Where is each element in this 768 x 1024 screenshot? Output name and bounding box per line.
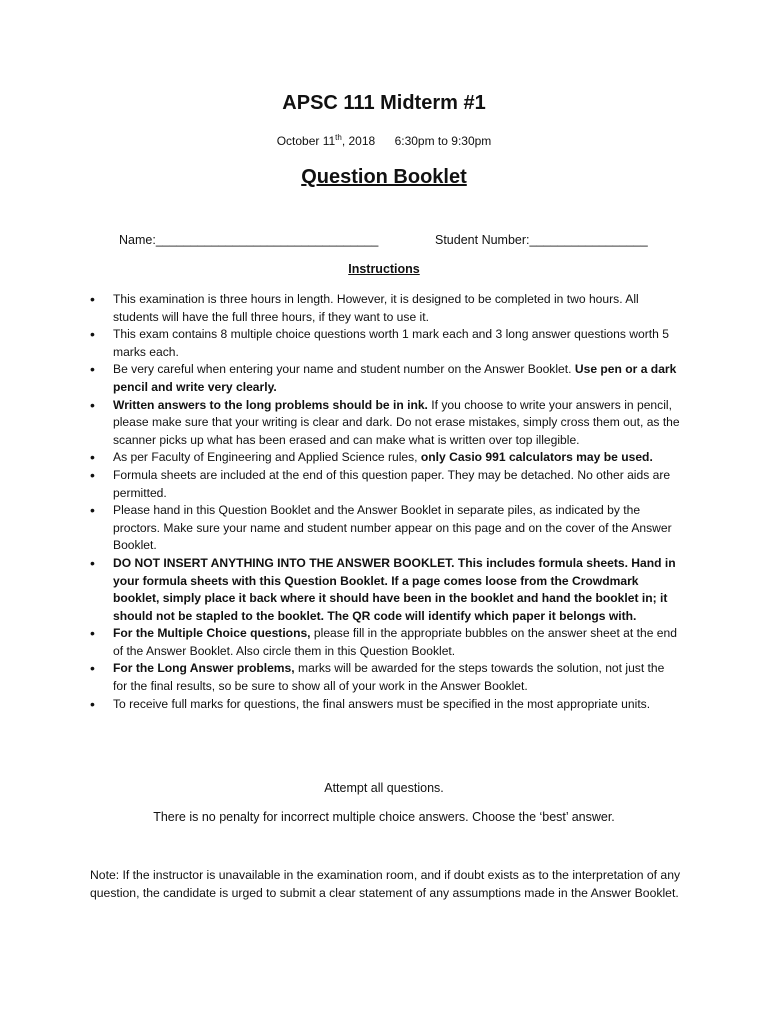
exam-date (0, 133, 768, 148)
name-label: Name: (119, 233, 156, 247)
name-field[interactable] (119, 233, 378, 247)
instructions-heading: Instructions (348, 262, 420, 276)
instructor-note: Note: If the instructor is unavailable in the examination room, and if doubt exists as to the interpretation of any question, the candidate is urged to submit a clear statement of any assumptions made in the Answer Booklet. (90, 868, 681, 900)
instruction-item: • For the Multiple Choice questions, please fill in the appropriate bubbles on the answer sheet at the end of the Answer Booklet. Also circle them in this Question Booklet. (90, 625, 680, 660)
date-ordinal: th (335, 133, 342, 142)
instruction-item: • Written answers to the long problems should be in ink. If you choose to write your answers in pencil, please make sure that your writing is clear and dark. Do not erase mistakes, simply cross them out, as the scanner picks up what has been erased and can make what is written over top illegible. (90, 397, 680, 450)
instruction-item: • Be very careful when entering your name and student number on the Answer Booklet. Use pen or a dark pencil and write very clearly. (90, 361, 680, 396)
date-text: October 11 (276, 134, 336, 148)
exam-time: 6:30pm to 9:30pm (394, 134, 492, 148)
student-number-field[interactable] (435, 233, 648, 247)
instruction-item: • DO NOT INSERT ANYTHING INTO THE ANSWER BOOKLET. This includes formula sheets. Hand in your formula sheets with this Question Booklet. If a page comes loose from the Crowdmark booklet, simply place it back where it should have been in the booklet and hand the booklet in; it should not be stapled to the booklet. The QR code will identify which paper it belongs with. (90, 555, 680, 625)
attempt-all-text: Attempt all questions. (324, 781, 444, 795)
booklet-subtitle: Question Booklet (301, 166, 467, 188)
student-number-blank[interactable]: _________________ (529, 233, 648, 247)
instruction-item: • For the Long Answer problems, marks will be awarded for the steps towards the solution, not just the for the final results, so be sure to show all of your work in the Answer Booklet. (90, 660, 680, 695)
instruction-item: • To receive full marks for questions, the final answers must be specified in the most appropriate units. (90, 696, 680, 714)
exam-title: APSC 111 Midterm #1 (282, 92, 486, 114)
instruction-item: • Please hand in this Question Booklet and the Answer Booklet in separate piles, as indicated by the proctors. Make sure your name and student number appear on this page and on the cover of the Answer Booklet. (90, 502, 680, 555)
instruction-item: • This exam contains 8 multiple choice questions worth 1 mark each and 3 long answer questions worth 5 marks each. (90, 326, 680, 361)
student-number-label: Student Number: (435, 233, 530, 247)
instructions-list (90, 291, 680, 713)
instruction-item: • This examination is three hours in length. However, it is designed to be completed in two hours. All students will have the full three hours, if they want to use it. (90, 291, 680, 326)
name-blank[interactable]: ________________________________ (155, 233, 379, 247)
instruction-item: • As per Faculty of Engineering and Applied Science rules, only Casio 991 calculators may be used. (90, 449, 680, 467)
penalty-text: There is no penalty for incorrect multiple choice answers. Choose the ‘best’ answer. (153, 810, 615, 824)
instruction-item: • Formula sheets are included at the end of this question paper. They may be detached. No other aids are permitted. (90, 467, 680, 502)
date-year: , 2018 (341, 134, 376, 148)
